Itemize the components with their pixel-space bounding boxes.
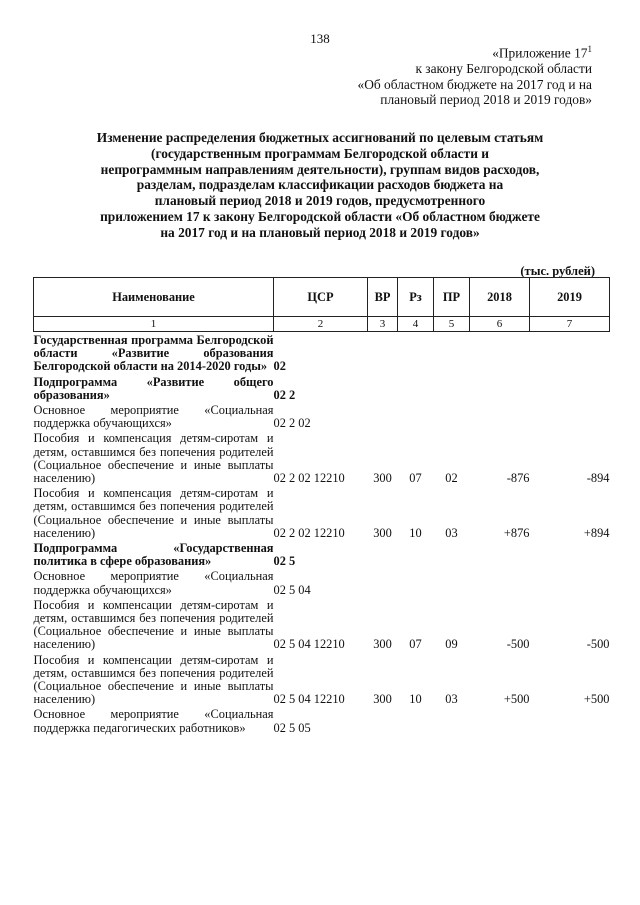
title-line: плановый период 2018 и 2019 годов, предусмотренного: [154, 193, 486, 209]
table-row: [34, 706, 610, 734]
appendix-superscript: 1: [587, 44, 592, 54]
cell-rz: 07: [409, 471, 422, 486]
cell-name: Пособия и компенсация детям-сиротам и детям, оставшимся без попечения родителей (Социальное обеспечение и иные выплаты населению): [33, 486, 274, 540]
cell-vr: 300: [373, 637, 392, 652]
cell-vr: 300: [373, 692, 392, 707]
cell-2018: [470, 568, 530, 596]
cell-csr: 02 2: [273, 387, 296, 402]
cell-2018: [470, 402, 530, 430]
document-title: [48, 130, 592, 241]
cell-vr: [368, 374, 398, 402]
cell-2018: -500: [506, 637, 530, 652]
cell-csr: 02 5 04 12210: [273, 637, 345, 652]
title-line: на 2017 год и на плановый период 2018 и 2019 годов»: [160, 224, 480, 240]
cell-2018: [470, 706, 530, 734]
units-label: (тыс. рублей): [520, 264, 595, 278]
cell-name: Основное мероприятие «Социальная поддержка педагогических работников»: [33, 707, 274, 735]
column-header-csr: ЦСР: [274, 278, 368, 317]
cell-rz: 07: [409, 637, 422, 652]
cell-rz: [398, 540, 434, 568]
cell-2019: +500: [583, 692, 610, 707]
appendix-header: [358, 42, 593, 108]
cell-name: Пособия и компенсации детям-сиротам и детям, оставшимся без попечения родителей (Социальное обеспечение и иные выплаты населению): [33, 597, 274, 652]
appendix-line-1: «Приложение $17^1$: [492, 44, 592, 61]
column-header-rz: Рз: [398, 278, 434, 317]
cell-rz: 10: [409, 692, 422, 707]
title-line: непрограммным направлениям деятельности), группам видов расходов,: [100, 161, 540, 177]
cell-pr: 02: [445, 471, 458, 486]
appendix-line-4: плановый период 2018 и 2019 годов»: [380, 92, 592, 108]
column-number: 1: [34, 317, 274, 332]
title-line: Изменение распределения бюджетных ассигнований по целевым статьям: [96, 130, 544, 145]
cell-name: Подпрограмма «Государственная политика в сфере образования»: [33, 541, 274, 569]
cell-pr: [434, 374, 470, 402]
column-number: 6: [470, 317, 530, 332]
appendix-line-3: «Об областном бюджете на 2017 год и на: [357, 76, 592, 92]
cell-2018: [470, 374, 530, 402]
cell-name: Пособия и компенсации детям-сиротам и детям, оставшимся без попечения родителей (Социальное обеспечение и иные выплаты населению): [33, 652, 274, 707]
column-header-name: Наименование: [34, 278, 274, 317]
cell-csr: 02 5 04 12210: [273, 692, 345, 707]
cell-2019: [530, 402, 610, 430]
page-number: 138: [310, 31, 330, 46]
table-row: [34, 430, 610, 485]
cell-csr: 02: [273, 359, 286, 374]
cell-vr: [368, 402, 398, 430]
appendix-line-2: к закону Белгородской области: [415, 61, 592, 77]
cell-pr: 03: [445, 525, 458, 540]
cell-rz: [398, 568, 434, 596]
cell-name: Основное мероприятие «Социальная поддержка обучающихся»: [33, 569, 274, 597]
table-header-row: [34, 278, 610, 317]
column-header-2019: 2019: [530, 278, 610, 317]
cell-2019: [530, 568, 610, 596]
cell-2018: [470, 540, 530, 568]
cell-vr: [368, 568, 398, 596]
cell-2018: [470, 332, 530, 374]
column-number: 4: [398, 317, 434, 332]
cell-rz: [398, 706, 434, 734]
cell-vr: 300: [373, 471, 392, 486]
cell-pr: [434, 332, 470, 374]
cell-name: Пособия и компенсация детям-сиротам и детям, оставшимся без попечения родителей (Социальное обеспечение и иные выплаты населению): [33, 431, 274, 486]
cell-2019: +894: [583, 525, 610, 540]
table-row: [34, 485, 610, 540]
cell-pr: 03: [445, 692, 458, 707]
cell-vr: [368, 332, 398, 374]
cell-2019: -500: [586, 637, 610, 652]
cell-vr: [368, 706, 398, 734]
cell-2019: [530, 374, 610, 402]
cell-pr: [434, 402, 470, 430]
cell-csr: 02 5 05: [273, 720, 311, 735]
table-row: [34, 597, 610, 652]
cell-pr: 09: [445, 637, 458, 652]
table-row: [34, 374, 610, 402]
cell-vr: [368, 540, 398, 568]
column-number: 7: [530, 317, 610, 332]
cell-pr: [434, 568, 470, 596]
budget-table: [33, 277, 610, 735]
cell-csr: 02 2 02 12210: [273, 471, 345, 486]
column-header-pr: ПР: [434, 278, 470, 317]
cell-2018: -876: [506, 471, 530, 486]
cell-2019: [530, 540, 610, 568]
cell-csr: 02 5: [273, 554, 296, 569]
cell-csr: 02 2 02: [273, 416, 311, 431]
cell-pr: [434, 706, 470, 734]
cell-2018: +500: [503, 692, 530, 707]
table-row: [34, 540, 610, 568]
cell-2019: -894: [586, 471, 610, 486]
cell-rz: [398, 332, 434, 374]
column-header-2018: 2018: [470, 278, 530, 317]
cell-2018: +876: [503, 525, 530, 540]
cell-name: Подпрограмма «Развитие общего образования»: [33, 374, 274, 402]
title-line: разделам, подразделам классификации расходов бюджета на: [136, 177, 504, 193]
column-number: 3: [368, 317, 398, 332]
column-header-vr: ВР: [368, 278, 398, 317]
cell-csr: 02 2 02 12210: [273, 525, 345, 540]
cell-csr: 02 5 04: [273, 582, 311, 597]
cell-rz: [398, 374, 434, 402]
cell-name: Государственная программа Белгородской области «Развитие образования Белгородской области на 2014-2020 годы»: [33, 333, 274, 374]
cell-rz: 10: [409, 525, 422, 540]
column-number-row: [34, 317, 610, 332]
cell-pr: [434, 540, 470, 568]
cell-2019: [530, 332, 610, 374]
table-row: [34, 332, 610, 374]
cell-name: Основное мероприятие «Социальная поддержка обучающихся»: [33, 403, 274, 431]
table-body: [34, 332, 610, 735]
column-number: 5: [434, 317, 470, 332]
column-number: 2: [274, 317, 368, 332]
cell-2019: [530, 706, 610, 734]
title-line: приложением 17 к закону Белгородской области «Об областном бюджете: [100, 208, 540, 224]
cell-rz: [398, 402, 434, 430]
table-row: [34, 652, 610, 707]
cell-vr: 300: [373, 525, 392, 540]
table-row: [34, 568, 610, 596]
title-line: (государственным программам Белгородской области и: [151, 145, 489, 161]
table-row: [34, 402, 610, 430]
